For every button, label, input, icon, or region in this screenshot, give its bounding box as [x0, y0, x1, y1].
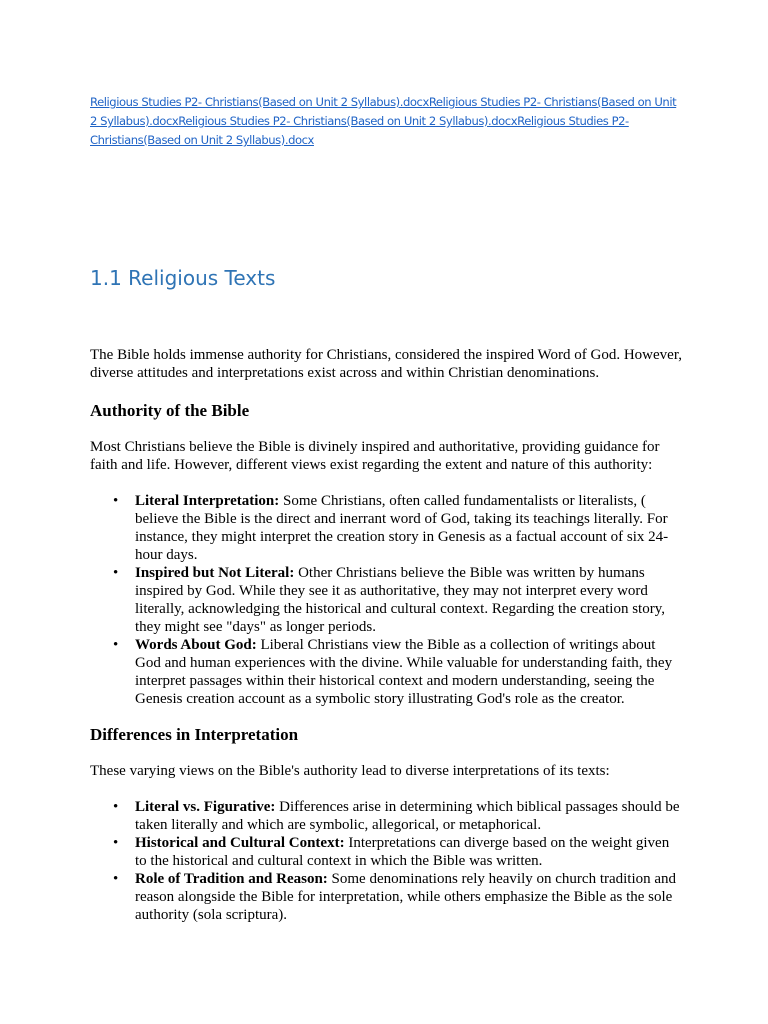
- list-item: [113, 636, 682, 708]
- bullet-icon: •: [113, 835, 119, 851]
- list-item-text: Some Christians, often called fundamentalists or literalists, ( believe the Bible is the direct and inerrant word of God, taking its teachings literally. For instance, they might interpret the creation story in Genesis as a factual account of six 24-hour days.: [135, 493, 669, 563]
- intro-paragraph: The Bible holds immense authority for Christians, considered the inspired Word of God. However, diverse attitudes and interpretations exist across and within Christian denominations.: [90, 347, 682, 381]
- differences-paragraph: These varying views on the Bible's authority lead to diverse interpretations of its texts:: [90, 763, 610, 779]
- list-item-term: Literal Interpretation:: [135, 493, 280, 509]
- section-title: 1.1 Religious Texts: [90, 266, 276, 290]
- list-item: [113, 798, 682, 834]
- differences-list: [90, 798, 682, 924]
- list-item-term: Role of Tradition and Reason:: [135, 871, 328, 887]
- document-body: [90, 346, 682, 924]
- list-item-term: Inspired but Not Literal:: [135, 565, 295, 581]
- bullet-icon: •: [113, 871, 119, 887]
- list-item: [113, 834, 682, 870]
- bullet-icon: •: [113, 799, 119, 815]
- differences-heading: Differences in Interpretation: [90, 725, 299, 744]
- list-item-term: Words About God:: [135, 637, 257, 653]
- list-item-text: Liberal Christians view the Bible as a collection of writings about God and human experiences with the divine. While valuable for understanding faith, they interpret passages within their historical context and modern understanding, seeing the Genesis creation account as a symbolic story illustrating God's role as the creator.: [135, 637, 673, 707]
- list-item-text: Other Christians believe the Bible was written by humans inspired by God. While they see it as authoritative, they may not interpret every word literally, acknowledging the historical and cultural context. Regarding the creation story, they might see "days" as longer periods.: [135, 565, 665, 635]
- bullet-icon: •: [113, 637, 119, 653]
- authority-heading: Authority of the Bible: [90, 401, 250, 420]
- list-item-text: Differences arise in determining which biblical passages should be taken literally and which are symbolic, allegorical, or metaphorical.: [135, 799, 680, 833]
- list-item: [113, 492, 682, 564]
- document-link[interactable]: Religious Studies P2- Christians(Based on Unit 2 Syllabus).docxReligious Studies P2- Christians(Based on Unit 2 Syllabus).docxReligious Studies P2- Christians(Based on Unit 2 Syllabus).docxReligious Studies P2- Christians(Based on Unit 2 Syllabus).docx: [90, 95, 677, 147]
- authority-list: [90, 492, 682, 708]
- authority-paragraph: Most Christians believe the Bible is divinely inspired and authoritative, providing guidance for faith and life. However, different views exist regarding the extent and nature of this authority:: [90, 439, 660, 473]
- bullet-icon: •: [113, 565, 119, 581]
- bullet-icon: •: [113, 493, 119, 509]
- list-item: [113, 564, 682, 636]
- list-item-text: Some denominations rely heavily on church tradition and reason alongside the Bible for interpretation, while others emphasize the Bible as the sole authority (sola scriptura).: [135, 871, 677, 923]
- list-item-term: Historical and Cultural Context:: [135, 835, 345, 851]
- list-item: [113, 870, 682, 924]
- list-item-text: Interpretations can diverge based on the weight given to the historical and cultural context in which the Bible was written.: [135, 835, 670, 869]
- list-item-term: Literal vs. Figurative:: [135, 799, 276, 815]
